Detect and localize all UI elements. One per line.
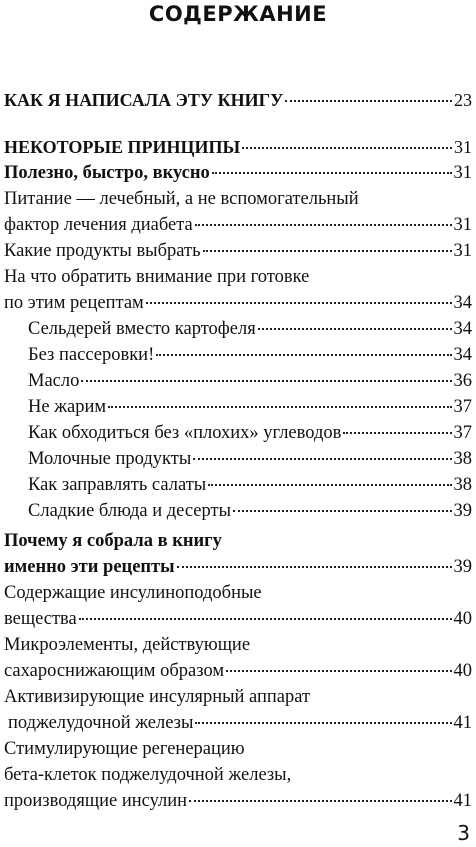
dot-leader [233,510,451,512]
toc-entry[interactable] [4,472,472,498]
toc-entry-page: 38 [453,449,472,469]
toc-entry[interactable] [4,160,472,186]
toc-entry-text: Как заправлять салаты [28,475,207,495]
toc-entry-line [4,632,472,658]
dot-leader [156,354,451,356]
toc-entry-page: 36 [453,371,472,391]
toc-entry[interactable] [4,290,472,316]
toc-entry-text: вещества [4,609,77,629]
toc-entry[interactable] [4,554,472,580]
dot-leader [203,250,452,252]
toc-entry-line [4,684,472,710]
toc-entry-page: 39 [453,557,472,577]
toc-entry-page: 41 [453,713,472,733]
toc-entry[interactable] [4,316,472,342]
page-title: СОДЕРЖАНИЕ [148,2,328,26]
toc-entry-text: Не жарим [28,397,107,417]
toc-entry-page: 40 [453,609,472,629]
toc-entry[interactable] [4,212,472,238]
table-of-contents [4,87,472,814]
toc-entry[interactable] [4,238,472,264]
toc-entry-text: Масло [28,371,80,391]
toc-entry-text: Питание — лечебный, а не вспомогательный [4,189,359,209]
toc-entry-line [4,264,472,290]
toc-entry-text: Содержащие инсулиноподобные [4,583,262,603]
toc-entry-text: бета-клеток поджелудочной железы, [4,765,292,785]
dot-leader [189,800,451,802]
toc-entry-text: именно эти рецепты [4,557,175,577]
toc-entry[interactable] [4,710,472,736]
toc-entry-text: Стимулирующие регенерацию [4,739,245,759]
toc-entry[interactable] [4,368,472,394]
dot-leader [81,380,451,382]
toc-entry-page: 31 [453,241,472,261]
toc-entry-page: 37 [453,397,472,417]
toc-entry-page: 38 [453,475,472,495]
toc-entry[interactable] [4,134,472,160]
dot-leader [108,406,451,408]
toc-entry-line [4,762,472,788]
toc-entry[interactable] [4,498,472,524]
toc-entry[interactable] [4,394,472,420]
toc-entry-text: Микроэлементы, действующие [4,635,251,655]
toc-entry-text: Молочные продукты [28,449,192,469]
toc-entry-text: сахароснижающим образом [4,661,225,681]
toc-entry-page: 31 [453,163,472,183]
toc-entry-text: Какие продукты выбрать [4,241,201,261]
toc-entry-text: КАК Я НАПИСАЛА ЭТУ КНИГУ [4,90,284,110]
toc-entry[interactable] [4,658,472,684]
toc-entry-text: НЕКОТОРЫЕ ПРИНЦИПЫ [4,137,241,157]
dot-leader [195,224,452,226]
dot-leader [226,670,451,672]
dot-leader [258,328,452,330]
toc-entry-page: 40 [453,661,472,681]
toc-entry[interactable] [4,420,472,446]
dot-leader [195,722,451,724]
toc-entry-text: Без пассеровки! [28,345,155,365]
dot-leader [285,100,452,102]
toc-entry-page: 34 [453,319,472,339]
toc-entry-text: Сладкие блюда и десерты [28,501,232,521]
dot-leader [212,172,452,174]
toc-entry-page: 31 [453,215,472,235]
toc-entry-text: Полезно, быстро, вкусно [4,163,210,183]
toc-entry-page: 34 [453,293,472,313]
dot-leader [193,458,451,460]
toc-entry-text: Активизирующие инсулярный аппарат [4,687,311,707]
toc-entry-page: 41 [453,791,472,811]
dot-leader [242,147,452,149]
dot-leader [177,566,452,568]
toc-entry-page: 31 [454,137,472,157]
toc-entry-text: Почему я собрала в книгу [4,531,222,551]
toc-entry-page: 39 [453,501,472,521]
toc-entry-page: 37 [453,423,472,443]
toc-entry[interactable] [4,446,472,472]
toc-entry-page: 23 [454,90,472,110]
toc-entry-line [4,580,472,606]
toc-entry-text: фактор лечения диабета [4,215,193,235]
toc-entry-page: 34 [453,345,472,365]
toc-entry-line [4,186,472,212]
toc-entry[interactable] [4,342,472,368]
toc-entry-text: Как обходиться без «плохих» углеводов [28,423,342,443]
toc-entry-text: по этим рецептам [4,293,144,313]
toc-entry-text: Сельдерей вместо картофеля [28,319,256,339]
page-number: 3 [457,821,470,845]
dot-leader [79,618,452,620]
toc-entry[interactable] [4,87,472,113]
dot-leader [146,302,452,304]
toc-entry-line [4,528,472,554]
toc-entry-text: производящие инсулин [4,791,188,811]
toc-entry-text: поджелудочной железы [8,713,194,733]
toc-entry-text: На что обратить внимание при готовке [4,267,310,287]
dot-leader [208,484,451,486]
toc-entry[interactable] [4,788,472,814]
toc-entry-line [4,736,472,762]
dot-leader [343,432,451,434]
toc-entry[interactable] [4,606,472,632]
